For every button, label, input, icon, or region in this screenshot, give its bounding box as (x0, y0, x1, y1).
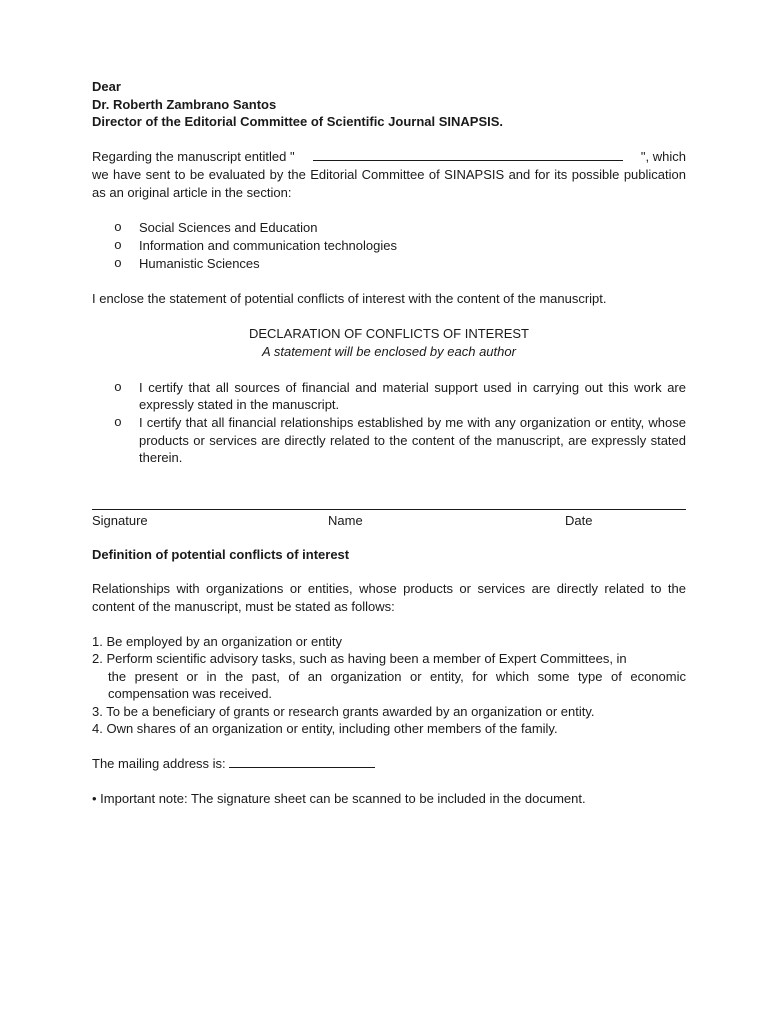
circle-bullet-icon: o (114, 414, 122, 430)
manuscript-title-blank[interactable] (313, 148, 623, 161)
definition-list (92, 633, 686, 739)
mailing-address-label: The mailing address is: (92, 756, 230, 772)
intro-paragraph (92, 148, 686, 201)
section-option[interactable] (114, 237, 686, 255)
letter-document (92, 78, 686, 807)
signature-labels (92, 513, 686, 533)
declaration-subheading: A statement will be enclosed by each author (262, 343, 516, 359)
date-label: Date (565, 512, 593, 528)
section-list (92, 219, 686, 273)
definition-heading: Definition of potential conflicts of interest (92, 546, 350, 562)
signature-label: Signature (92, 512, 148, 528)
mailing-address (92, 755, 686, 773)
name-label: Name (328, 512, 363, 528)
section-label: Information and communication technologies (139, 238, 397, 254)
definition-item (92, 720, 686, 738)
definition-item (92, 633, 686, 651)
section-label: Social Sciences and Education (139, 220, 318, 236)
definition-item (92, 650, 686, 703)
intro-before-blank: Regarding the manuscript entitled " (92, 149, 295, 165)
declaration-text: I certify that all sources of financial and material support used in carrying out this work are expressly stated in the manuscript. (139, 379, 686, 413)
signature-line[interactable] (92, 509, 686, 510)
intro-rest: we have sent to be evaluated by the Editorial Committee of SINAPSIS and for its possible publication as an original article in the section: (92, 166, 686, 200)
intro-after-blank: ", which (640, 149, 686, 165)
enclose-statement: I enclose the statement of potential conflicts of interest with the content of the manuscript. (92, 291, 607, 307)
circle-bullet-icon: o (114, 220, 122, 236)
section-option[interactable] (114, 219, 686, 237)
declaration-heading: DECLARATION OF CONFLICTS OF INTEREST (248, 325, 529, 341)
definition-intro: Relationships with organizations or entities, whose products or services are directly related to the content of the manuscript, must be stated as follows: (92, 581, 686, 614)
mailing-address-blank[interactable] (229, 755, 375, 768)
definition-item-text: 4. Own shares of an organization or entity, including other members of the family. (92, 721, 558, 737)
circle-bullet-icon: o (114, 379, 122, 395)
declaration-list (92, 379, 686, 467)
salutation-dear: Dear (92, 79, 121, 94)
definition-item (92, 703, 686, 721)
definition-item-text: 1. Be employed by an organization or entity (92, 633, 343, 649)
declaration-item[interactable] (114, 379, 686, 414)
section-option[interactable] (114, 255, 686, 273)
declaration-item[interactable] (114, 414, 686, 467)
recipient-name: Dr. Roberth Zambrano Santos (92, 96, 277, 112)
recipient-title: Director of the Editorial Committee of Scientific Journal SINAPSIS. (92, 114, 504, 130)
circle-bullet-icon: o (114, 256, 122, 272)
section-label: Humanistic Sciences (139, 256, 260, 272)
important-note: • Important note: The signature sheet can be scanned to be included in the document. (92, 790, 586, 806)
definition-item-text: 3. To be a beneficiary of grants or research grants awarded by an organization or entity. (92, 703, 595, 719)
definition-item-continuation: the present or in the past, of an organization or entity, for which some type of economic compensation was received. (108, 668, 686, 702)
definition-item-text: 2. Perform scientific advisory tasks, such as having been a member of Expert Committees, in (92, 651, 627, 667)
intro-first-line (92, 148, 686, 166)
declaration-text: I certify that all financial relationships established by me with any organization or entity, whose products or services are directly related to the content of the manuscript, are expressly stated therein. (139, 414, 686, 466)
circle-bullet-icon: o (114, 238, 122, 254)
